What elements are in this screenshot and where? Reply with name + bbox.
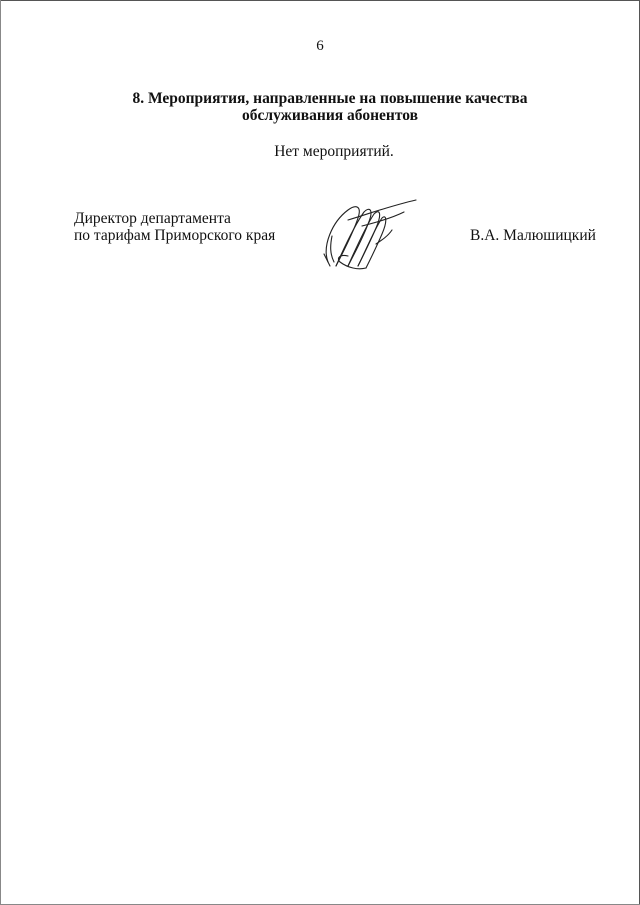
page-edge-left	[0, 0, 1, 905]
signatory-name: В.А. Малюшицкий	[470, 227, 596, 244]
section-heading-line1: 8. Мероприятия, направленные на повышение качества	[132, 90, 528, 107]
signatory-position	[74, 210, 275, 244]
signatory-position-line1: Директор департамента	[74, 210, 231, 227]
signature-icon	[318, 196, 423, 274]
section-heading-line2: обслуживания абонентов	[242, 107, 418, 124]
section-body-text: Нет мероприятий.	[274, 143, 394, 160]
section-heading	[60, 90, 600, 124]
page-edge-top	[0, 0, 640, 1]
signatory-position-line2: по тарифам Приморского края	[74, 227, 276, 244]
page-number: 6	[316, 38, 324, 54]
